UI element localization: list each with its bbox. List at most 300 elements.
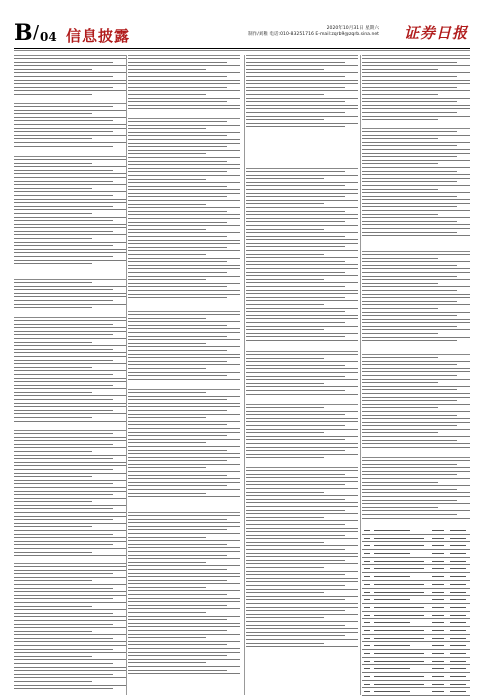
text-line xyxy=(128,428,240,429)
text-line xyxy=(362,425,457,426)
text-line xyxy=(362,62,457,63)
text-line xyxy=(362,322,470,323)
text-line xyxy=(128,562,206,563)
text-line xyxy=(246,119,324,120)
table-cell xyxy=(364,545,370,546)
text-line xyxy=(246,58,358,59)
notice-body xyxy=(14,58,126,95)
text-line xyxy=(128,229,206,230)
text-line xyxy=(362,235,470,236)
text-line xyxy=(362,411,470,412)
text-line xyxy=(14,638,113,639)
table-row xyxy=(362,589,470,597)
text-line xyxy=(14,231,113,232)
text-line xyxy=(128,406,240,407)
text-line xyxy=(14,476,92,477)
text-line xyxy=(362,333,438,334)
table-cell xyxy=(450,661,466,662)
text-line xyxy=(246,329,324,330)
notice-block xyxy=(14,317,126,428)
notice-block xyxy=(14,103,126,154)
text-line xyxy=(362,482,438,483)
text-line xyxy=(14,263,92,264)
text-line xyxy=(14,421,126,422)
text-line xyxy=(14,440,126,441)
text-line xyxy=(128,182,240,183)
text-line xyxy=(362,87,457,88)
table-cell xyxy=(432,653,444,654)
text-line xyxy=(128,375,227,376)
text-line xyxy=(362,138,438,139)
text-line xyxy=(246,484,345,485)
text-line xyxy=(128,619,227,620)
text-line xyxy=(246,264,358,265)
table-cell xyxy=(450,607,466,608)
text-line xyxy=(128,558,240,559)
text-line xyxy=(128,328,240,329)
text-line xyxy=(14,516,126,517)
text-line xyxy=(246,574,345,575)
text-line xyxy=(246,83,358,84)
notice-body xyxy=(246,354,358,395)
text-line xyxy=(14,652,126,653)
text-line xyxy=(14,349,113,350)
notice-body xyxy=(128,58,240,109)
text-line xyxy=(362,203,470,204)
text-line xyxy=(362,279,470,280)
text-line xyxy=(128,616,240,617)
notice-body xyxy=(14,433,126,556)
text-line xyxy=(14,242,126,243)
text-line xyxy=(362,514,457,515)
notice-block xyxy=(362,354,470,455)
text-line xyxy=(246,379,358,380)
text-line xyxy=(362,393,470,394)
text-line xyxy=(14,469,113,470)
text-line xyxy=(362,283,438,284)
notice-block xyxy=(362,55,470,126)
text-line xyxy=(128,72,240,73)
text-line xyxy=(246,499,345,500)
text-line xyxy=(128,69,206,70)
text-line xyxy=(362,326,457,327)
text-line xyxy=(128,125,240,126)
table-cell xyxy=(364,668,370,669)
table-cell xyxy=(432,638,444,639)
text-line xyxy=(128,453,240,454)
text-line xyxy=(246,531,358,532)
text-line xyxy=(128,105,240,106)
text-column xyxy=(128,55,240,695)
text-line xyxy=(362,131,457,132)
text-line xyxy=(128,350,227,351)
text-line xyxy=(362,228,470,229)
table-cell xyxy=(374,584,424,585)
text-line xyxy=(128,485,227,486)
notice-body xyxy=(362,131,470,236)
text-line xyxy=(128,464,240,465)
table-cell xyxy=(364,592,370,593)
text-line xyxy=(362,135,470,136)
text-line xyxy=(14,282,92,283)
text-line xyxy=(362,389,457,390)
text-line xyxy=(246,436,358,437)
table-cell xyxy=(432,607,444,608)
column-rule xyxy=(360,55,361,695)
text-line xyxy=(362,149,470,150)
page-number: 04 xyxy=(40,30,57,44)
text-line xyxy=(14,505,126,506)
text-line xyxy=(128,179,206,180)
text-line xyxy=(14,688,113,689)
text-line xyxy=(14,634,126,635)
text-line xyxy=(246,495,358,496)
text-line xyxy=(362,72,470,73)
text-line xyxy=(128,673,240,674)
text-line xyxy=(246,225,358,226)
text-line xyxy=(362,337,470,338)
text-line xyxy=(362,375,457,376)
text-line xyxy=(246,76,345,77)
text-line xyxy=(14,480,126,481)
text-line xyxy=(246,592,324,593)
table-cell xyxy=(432,530,444,531)
text-line xyxy=(128,659,240,660)
text-line xyxy=(128,590,240,591)
text-line xyxy=(128,555,227,556)
notice-block xyxy=(246,404,358,465)
table-cell xyxy=(364,561,370,562)
table-row xyxy=(362,558,470,566)
table-cell xyxy=(364,622,370,623)
text-line xyxy=(128,515,240,516)
text-line xyxy=(14,87,113,88)
table-cell xyxy=(374,568,424,569)
page-letter: B xyxy=(14,20,33,46)
table-row xyxy=(362,604,470,612)
table-row xyxy=(362,550,470,558)
table-cell xyxy=(432,568,444,569)
table-cell xyxy=(450,592,466,593)
text-line xyxy=(362,232,457,233)
text-line xyxy=(362,101,457,102)
text-line xyxy=(246,418,358,419)
text-line xyxy=(246,372,358,373)
text-line xyxy=(362,206,457,207)
text-line xyxy=(128,662,206,663)
table-cell xyxy=(432,545,444,546)
text-line xyxy=(128,200,240,201)
masthead-rule-thin xyxy=(14,50,470,51)
text-line xyxy=(246,308,358,309)
text-line xyxy=(14,381,126,382)
text-line xyxy=(14,338,126,339)
text-line xyxy=(246,286,345,287)
text-line xyxy=(14,498,126,499)
text-line xyxy=(128,175,240,176)
notice-body xyxy=(128,314,240,380)
table-cell xyxy=(374,622,410,623)
text-line xyxy=(362,312,470,313)
text-line xyxy=(246,563,358,564)
text-line xyxy=(14,304,126,305)
text-line xyxy=(14,667,126,668)
text-line xyxy=(128,243,240,244)
table-row xyxy=(362,527,470,535)
text-line xyxy=(246,211,345,212)
text-line xyxy=(14,462,126,463)
text-line xyxy=(14,213,92,214)
text-line xyxy=(246,250,358,251)
text-line xyxy=(246,261,345,262)
text-line xyxy=(246,189,358,190)
text-line xyxy=(14,483,113,484)
text-line xyxy=(14,681,92,682)
text-line xyxy=(14,541,126,542)
text-line xyxy=(362,478,470,479)
table-cell xyxy=(364,653,370,654)
text-line xyxy=(14,188,92,189)
text-line xyxy=(14,555,126,556)
text-line xyxy=(246,203,324,204)
text-line xyxy=(128,457,240,458)
text-line xyxy=(246,506,358,507)
text-line xyxy=(14,451,92,452)
text-line xyxy=(246,474,345,475)
text-line xyxy=(246,246,345,247)
text-line xyxy=(128,544,227,545)
text-line xyxy=(128,186,227,187)
text-line xyxy=(128,265,240,266)
text-line xyxy=(128,580,227,581)
text-line xyxy=(362,500,457,501)
text-line xyxy=(14,65,126,66)
text-line xyxy=(14,645,126,646)
text-line xyxy=(14,508,113,509)
text-line xyxy=(14,465,126,466)
text-line xyxy=(128,168,240,169)
text-line xyxy=(246,643,324,644)
notice-body xyxy=(246,171,358,341)
text-line xyxy=(246,617,324,618)
text-line xyxy=(14,385,113,386)
text-line xyxy=(14,437,126,438)
text-line xyxy=(14,209,126,210)
text-line xyxy=(362,171,457,172)
text-line xyxy=(246,585,345,586)
text-line xyxy=(128,286,227,287)
text-line xyxy=(362,217,470,218)
text-line xyxy=(128,655,227,656)
text-line xyxy=(14,685,126,686)
text-line xyxy=(14,120,113,121)
text-line xyxy=(14,334,113,335)
text-line xyxy=(128,336,227,337)
text-line xyxy=(14,146,113,147)
text-line xyxy=(246,639,358,640)
masthead-rule xyxy=(14,48,470,49)
text-line xyxy=(246,358,324,359)
table-cell xyxy=(364,530,370,531)
text-line xyxy=(14,370,126,371)
text-line xyxy=(128,496,240,497)
text-line xyxy=(128,150,240,151)
text-line xyxy=(14,534,113,535)
text-line xyxy=(246,178,324,179)
text-line xyxy=(128,576,240,577)
text-line xyxy=(128,218,240,219)
text-line xyxy=(128,332,240,333)
text-line xyxy=(362,265,457,266)
text-line xyxy=(128,193,240,194)
text-line xyxy=(362,65,470,66)
table-cell xyxy=(374,530,410,531)
notice-block xyxy=(14,279,126,315)
table-cell xyxy=(450,553,466,554)
text-line xyxy=(362,153,470,154)
text-line xyxy=(128,189,240,190)
table-row xyxy=(362,596,470,604)
text-line xyxy=(128,583,240,584)
text-line xyxy=(14,613,113,614)
text-line xyxy=(14,327,126,328)
text-line xyxy=(14,627,126,628)
text-line xyxy=(362,364,457,365)
table-cell xyxy=(450,676,466,677)
text-line xyxy=(14,72,126,73)
table-cell xyxy=(364,684,370,685)
text-line xyxy=(128,424,227,425)
text-line xyxy=(14,293,126,294)
table-row xyxy=(362,658,470,666)
text-line xyxy=(246,429,358,430)
text-line xyxy=(362,76,457,77)
text-line xyxy=(14,320,126,321)
text-line xyxy=(246,553,358,554)
text-line xyxy=(14,624,113,625)
text-line xyxy=(362,404,470,405)
text-line xyxy=(128,290,240,291)
table-cell xyxy=(374,668,410,669)
text-line xyxy=(246,322,345,323)
text-line xyxy=(246,304,324,305)
text-line xyxy=(246,326,358,327)
table-cell xyxy=(364,584,370,585)
text-line xyxy=(128,368,206,369)
text-line xyxy=(128,670,227,671)
contact-line: 制作/刘稚 电话:010-83251716 E-mail:zqrb9@zqrb.sina.net xyxy=(248,32,379,37)
table-cell xyxy=(374,676,424,677)
text-line xyxy=(362,145,457,146)
text-line xyxy=(14,224,126,225)
text-line xyxy=(246,361,358,362)
table-cell xyxy=(374,630,424,631)
text-line xyxy=(128,339,240,340)
table-cell xyxy=(374,599,410,600)
text-line xyxy=(246,632,358,633)
table-cell xyxy=(450,584,466,585)
table-row xyxy=(362,535,470,543)
table-cell xyxy=(432,630,444,631)
text-line xyxy=(128,98,240,99)
text-line xyxy=(128,417,206,418)
text-line xyxy=(246,368,358,369)
text-line xyxy=(246,297,345,298)
text-line xyxy=(246,193,358,194)
table-cell xyxy=(450,645,466,646)
text-line xyxy=(246,207,358,208)
edition-meta xyxy=(248,26,379,38)
text-line xyxy=(246,524,345,525)
text-line xyxy=(362,407,438,408)
text-line xyxy=(14,670,126,671)
text-line xyxy=(128,268,240,269)
text-line xyxy=(14,110,126,111)
masthead xyxy=(0,0,484,50)
text-line xyxy=(14,526,92,527)
text-line xyxy=(246,243,358,244)
text-line xyxy=(246,414,345,415)
text-line xyxy=(246,116,358,117)
text-line xyxy=(128,161,227,162)
text-line xyxy=(128,83,240,84)
text-line xyxy=(128,283,240,284)
text-line xyxy=(128,529,227,530)
text-line xyxy=(14,202,126,203)
notice-body xyxy=(362,58,470,120)
text-line xyxy=(128,551,240,552)
table-row xyxy=(362,673,470,681)
text-line xyxy=(128,354,240,355)
text-line xyxy=(128,318,206,319)
text-line xyxy=(14,552,92,553)
text-line xyxy=(246,69,324,70)
text-line xyxy=(362,108,470,109)
text-line xyxy=(128,211,227,212)
table-cell xyxy=(364,691,370,692)
text-line xyxy=(362,315,457,316)
text-line xyxy=(246,614,358,615)
text-line xyxy=(362,474,457,475)
text-line xyxy=(362,340,457,341)
text-line xyxy=(128,569,227,570)
table-cell xyxy=(374,661,424,662)
text-line xyxy=(14,602,126,603)
table-cell xyxy=(374,691,410,692)
text-line xyxy=(14,388,126,389)
text-line xyxy=(128,630,227,631)
text-line xyxy=(128,214,240,215)
text-line xyxy=(14,238,92,239)
table-cell xyxy=(364,607,370,608)
text-line xyxy=(128,62,227,63)
text-line xyxy=(362,301,457,302)
text-line xyxy=(362,210,470,211)
text-line xyxy=(128,460,227,461)
text-line xyxy=(246,567,324,568)
text-line xyxy=(246,80,358,81)
text-line xyxy=(246,87,345,88)
text-line xyxy=(246,411,358,412)
text-line xyxy=(14,677,126,678)
section-title: 信息披露 xyxy=(66,27,131,45)
text-line xyxy=(14,413,126,414)
text-line xyxy=(362,357,438,358)
text-line xyxy=(128,634,240,635)
text-line xyxy=(14,113,92,114)
table-row xyxy=(362,650,470,658)
text-line xyxy=(14,395,126,396)
